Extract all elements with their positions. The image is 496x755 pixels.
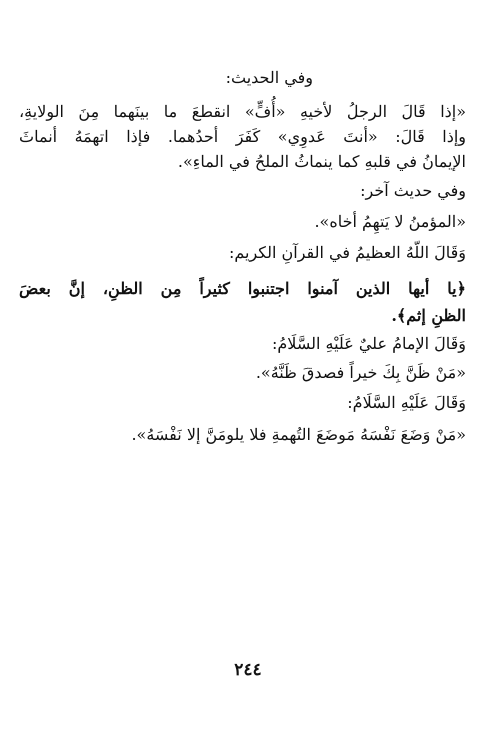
text-line-5: وفي حديث آخر:: [360, 181, 466, 200]
text-line-2: «إذا قَالَ الرجلُ لأخيهِ «أُفٍّ» انقطعَ ما بينَهما مِنَ الولايةِ،: [19, 102, 466, 121]
text-line-12: وَقَالَ عَلَيْهِ السَّلَامُ:: [347, 393, 466, 412]
text-line-4: الإيمانُ في قلبهِ كما ينماثُ الملحُ في الماءِ».: [177, 152, 466, 171]
text-line-3: وإذا قَالَ: «أنتَ عَدوِي» كَفَرَ أحدُهما. فإذا اتهمَهُ أنماثَ: [19, 127, 466, 146]
text-line-10: وَقَالَ الإمامُ عليٌ عَلَيْهِ السَّلَامُ:: [271, 334, 466, 353]
text-line-6: «المؤمنُ لا يَتهِمُ أخاه».: [314, 212, 466, 231]
text-line-1: وفي الحديث:: [225, 68, 313, 87]
page-number: ٢٤٤: [234, 660, 262, 680]
text-line-13: «مَنْ وَضَعَ نَفْسَهُ مَوضَعَ التُهمةِ فلا يلومَنَّ إلا نَفْسَهُ».: [131, 425, 466, 444]
quran-verse-line-1: ﴿يا أيها الذين آمنوا اجتنبوا كثيراً مِن الظنِ، إنَّ بعضَ: [19, 279, 466, 298]
quran-verse-line-2: الظنِ إثم﴾.: [391, 306, 466, 325]
text-line-11: «مَنْ ظَنَّ بِكَ خيراً فصدقَ ظَنَّهُ».: [255, 363, 466, 382]
text-line-7: وَقَالَ اللّهُ العظيمُ في القرآنِ الكريم:: [228, 243, 466, 262]
